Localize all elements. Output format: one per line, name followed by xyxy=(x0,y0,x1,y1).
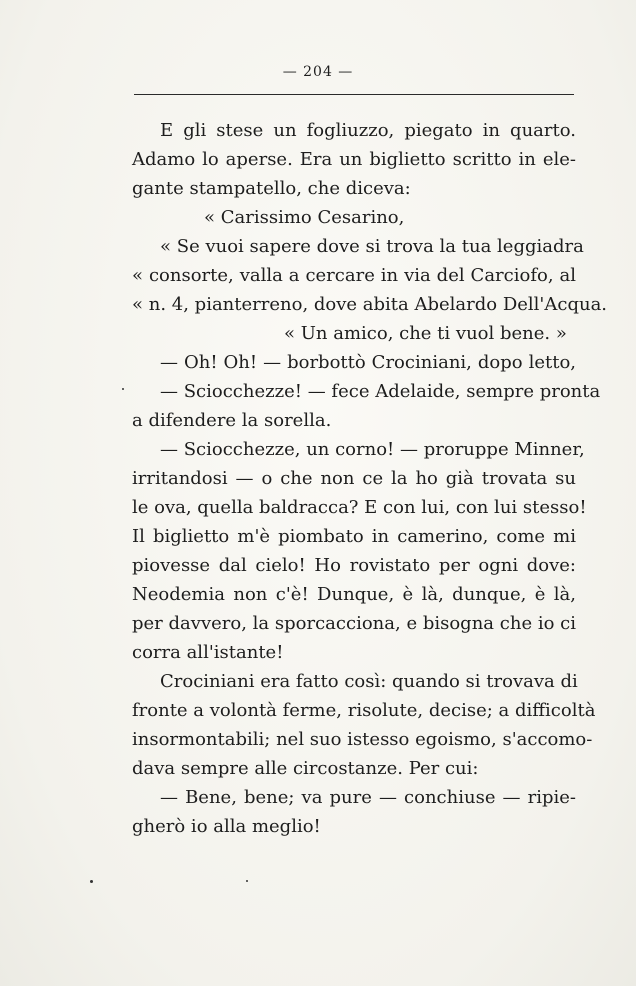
text-line: Neodemia non c'è! Dunque, è là, dunque, è là, xyxy=(132,584,576,605)
text-line: — Sciocchezze, un corno! — proruppe Minner, xyxy=(160,439,585,460)
text-line: — Sciocchezze! — fece Adelaide, sempre pronta xyxy=(160,381,601,402)
text-line: — Bene, bene; va pure — conchiuse — ripie- xyxy=(160,787,576,808)
text-line: a difendere la sorella. xyxy=(132,410,332,431)
print-speck xyxy=(122,388,124,390)
text-line: corra all'istante! xyxy=(132,642,284,663)
text-line: — Oh! Oh! — borbottò Crociniani, dopo letto, xyxy=(160,352,576,373)
text-line: irritandosi — o che non ce la ho già trovata su xyxy=(132,468,576,489)
text-line: Il biglietto m'è piombato in camerino, come mi xyxy=(132,526,576,547)
text-line: Crociniani era fatto così: quando si trovava di xyxy=(160,671,578,692)
print-speck xyxy=(90,880,93,883)
text-line: dava sempre alle circostanze. Per cui: xyxy=(132,758,479,779)
letter-line: « n. 4, pianterreno, dove abita Abelardo Dell'Acqua. xyxy=(132,294,608,315)
letter-salutation: « Carissimo Cesarino, xyxy=(204,207,405,228)
text-line: per davvero, la sporcacciona, e bisogna che io ci xyxy=(132,613,576,634)
text-line: le ova, quella baldracca? E con lui, con lui stesso! xyxy=(132,497,587,518)
text-line: gante stampatello, che diceva: xyxy=(132,178,411,199)
print-speck xyxy=(246,880,248,882)
text-line: piovesse dal cielo! Ho rovistato per ogni dove: xyxy=(132,555,576,576)
page-number: — 204 — xyxy=(282,64,354,80)
text-line: fronte a volontà ferme, risolute, decise; a difficoltà xyxy=(132,700,596,721)
letter-line: « Se vuoi sapere dove si trova la tua leggiadra xyxy=(160,236,584,257)
text-line: Adamo lo aperse. Era un biglietto scritto in ele- xyxy=(132,149,576,170)
letter-signature: « Un amico, che ti vuol bene. » xyxy=(284,323,567,344)
text-line: insormontabili; nel suo istesso egoismo, s'accomo- xyxy=(132,729,593,750)
text-line: E gli stese un fogliuzzo, piegato in quarto. xyxy=(160,120,576,141)
text-line: gherò io alla meglio! xyxy=(132,816,321,837)
letter-line: « consorte, valla a cercare in via del Carciofo, al xyxy=(132,265,576,286)
header-rule xyxy=(134,94,574,95)
body-text xyxy=(132,116,608,841)
